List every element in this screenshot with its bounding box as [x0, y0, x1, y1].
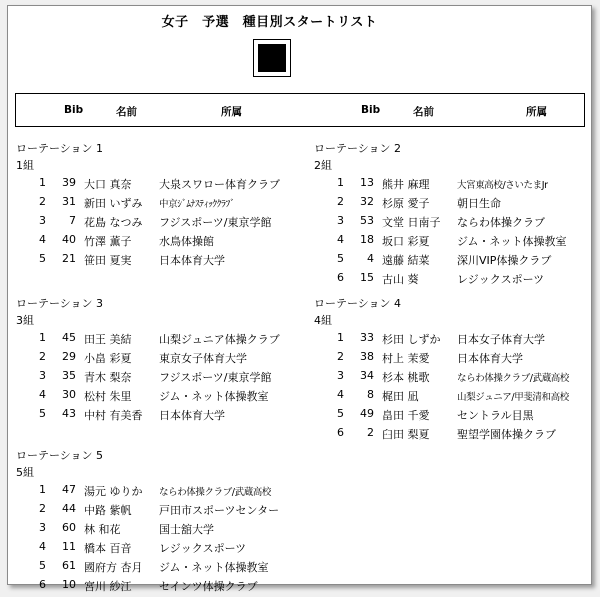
start-order: 1 — [39, 483, 46, 496]
start-order: 5 — [39, 407, 46, 420]
club-name: ならわ体操クラブ — [457, 216, 545, 229]
athlete-name: 青木 梨奈 — [84, 371, 132, 384]
header-bib-right: Bib — [361, 104, 381, 116]
club-name: ジム・ネット体操教室 — [159, 390, 269, 403]
bib-number: 45 — [62, 331, 76, 344]
start-order: 4 — [39, 388, 46, 401]
bib-number: 47 — [62, 483, 76, 496]
start-order: 1 — [39, 176, 46, 189]
bib-number: 7 — [69, 214, 76, 227]
bib-number: 11 — [62, 540, 76, 553]
athlete-name: 大口 真奈 — [84, 178, 132, 191]
group-label: 2組 — [314, 159, 332, 172]
start-order: 5 — [337, 407, 344, 420]
athlete-name: 橋本 百音 — [84, 542, 132, 555]
start-order: 4 — [39, 540, 46, 553]
club-name: セントラル目黒 — [457, 409, 534, 422]
club-name: フジスポーツ/東京学館 — [159, 371, 272, 384]
header-name-left: 名前 — [116, 106, 137, 118]
start-order: 6 — [337, 271, 344, 284]
start-order: 4 — [337, 388, 344, 401]
athlete-name: 村上 茉愛 — [382, 352, 430, 365]
athlete-name: 遠藤 結菜 — [382, 254, 430, 267]
page-title: 女子 予選 種目別スタートリスト — [161, 15, 378, 30]
bib-number: 32 — [360, 195, 374, 208]
athlete-name: 中村 有美香 — [84, 409, 143, 422]
rotation-title: ローテーション 4 — [314, 297, 402, 310]
start-order: 1 — [337, 331, 344, 344]
bib-number: 40 — [62, 233, 76, 246]
athlete-name: 竹澤 薫子 — [84, 235, 132, 248]
athlete-name: 小畠 彩夏 — [84, 352, 132, 365]
club-name: セインツ体操クラブ — [159, 580, 258, 593]
group-label: 4組 — [314, 314, 332, 327]
club-name: ジム・ネット体操教室 — [159, 561, 269, 574]
start-order: 2 — [39, 502, 46, 515]
start-order: 3 — [39, 521, 46, 534]
club-name: ジム・ネット体操教室 — [457, 235, 567, 248]
start-order: 4 — [39, 233, 46, 246]
club-name: 山梨ジュニア/甲斐清和高校 — [457, 392, 569, 403]
start-order: 2 — [337, 350, 344, 363]
athlete-name: 熊井 麻理 — [382, 178, 430, 191]
athlete-name: 花島 なつみ — [84, 216, 143, 229]
club-name: 大宮東高校/さいたまJr — [457, 180, 548, 191]
start-order: 5 — [337, 252, 344, 265]
club-name: 東京女子体育大学 — [159, 352, 247, 365]
club-name: ならわ体操クラブ/武蔵高校 — [159, 487, 272, 498]
bib-number: 4 — [367, 252, 374, 265]
start-order: 2 — [39, 350, 46, 363]
bib-number: 10 — [62, 578, 76, 591]
bib-number: 43 — [62, 407, 76, 420]
club-name: 深川VIP体操クラブ — [457, 254, 552, 267]
bib-number: 2 — [367, 426, 374, 439]
bib-number: 38 — [360, 350, 374, 363]
start-order: 1 — [39, 331, 46, 344]
start-order: 2 — [39, 195, 46, 208]
athlete-name: 宮川 紗江 — [84, 580, 132, 593]
rotation-title: ローテーション 3 — [16, 297, 104, 310]
rotation-title: ローテーション 2 — [314, 142, 402, 155]
group-label: 3組 — [16, 314, 34, 327]
start-order: 1 — [337, 176, 344, 189]
start-order: 3 — [39, 369, 46, 382]
bib-number: 8 — [367, 388, 374, 401]
header-club-left: 所属 — [221, 106, 242, 118]
athlete-name: 林 和花 — [84, 523, 121, 536]
club-name: 日本体育大学 — [159, 409, 225, 422]
bib-number: 44 — [62, 502, 76, 515]
bib-number: 30 — [62, 388, 76, 401]
start-order: 4 — [337, 233, 344, 246]
bib-number: 35 — [62, 369, 76, 382]
bib-number: 15 — [360, 271, 374, 284]
bib-number: 39 — [62, 176, 76, 189]
club-name: 日本体育大学 — [457, 352, 523, 365]
bib-number: 34 — [360, 369, 374, 382]
start-order: 3 — [39, 214, 46, 227]
athlete-name: 杉本 桃歌 — [382, 371, 430, 384]
bib-number: 18 — [360, 233, 374, 246]
bib-number: 31 — [62, 195, 76, 208]
athlete-name: 松村 朱里 — [84, 390, 132, 403]
start-order: 6 — [39, 578, 46, 591]
rotation-title: ローテーション 1 — [16, 142, 104, 155]
qr-code-mark-icon — [253, 39, 291, 77]
athlete-name: 新田 いずみ — [84, 197, 143, 210]
club-name: 山梨ジュニア体操クラブ — [159, 333, 280, 346]
athlete-name: 文堂 日南子 — [382, 216, 441, 229]
group-label: 1組 — [16, 159, 34, 172]
club-name: フジスポーツ/東京学館 — [159, 216, 272, 229]
athlete-name: 臼田 梨夏 — [382, 428, 430, 441]
start-order: 5 — [39, 559, 46, 572]
start-order: 3 — [337, 369, 344, 382]
bib-number: 29 — [62, 350, 76, 363]
start-order: 5 — [39, 252, 46, 265]
athlete-name: 畠田 千愛 — [382, 409, 430, 422]
athlete-name: 古山 葵 — [382, 273, 419, 286]
athlete-name: 坂口 彩夏 — [382, 235, 430, 248]
start-order: 6 — [337, 426, 344, 439]
rotation-title: ローテーション 5 — [16, 449, 104, 462]
bib-number: 53 — [360, 214, 374, 227]
athlete-name: 杉田 しずか — [382, 333, 441, 346]
club-name: 国士舘大学 — [159, 523, 214, 536]
bib-number: 21 — [62, 252, 76, 265]
club-name: 朝日生命 — [457, 197, 501, 210]
athlete-name: 梶田 凪 — [382, 390, 419, 403]
header-name-right: 名前 — [413, 106, 434, 118]
club-name: レジックスポーツ — [457, 273, 545, 286]
club-name: 大泉スワロー体育クラブ — [159, 178, 280, 191]
club-name: レジックスポーツ — [159, 542, 247, 555]
bib-number: 61 — [62, 559, 76, 572]
header-bib-left: Bib — [64, 104, 84, 116]
club-name: 水鳥体操館 — [159, 235, 214, 248]
club-name: 中京ｼﾞﾑﾅｽﾃｨｯｸｸﾗﾌﾞ — [159, 199, 235, 210]
start-list-page — [7, 5, 592, 593]
club-name: 戸田市スポーツセンター — [159, 504, 280, 517]
bib-number: 33 — [360, 331, 374, 344]
club-name: ならわ体操クラブ/武蔵高校 — [457, 373, 570, 384]
athlete-name: 湯元 ゆりか — [84, 485, 143, 498]
header-club-right: 所属 — [526, 106, 547, 118]
athlete-name: 田王 美結 — [84, 333, 132, 346]
start-order: 3 — [337, 214, 344, 227]
athlete-name: 中路 紫帆 — [84, 504, 132, 517]
athlete-name: 杉原 愛子 — [382, 197, 430, 210]
start-order: 2 — [337, 195, 344, 208]
club-name: 日本女子体育大学 — [457, 333, 545, 346]
bib-number: 49 — [360, 407, 374, 420]
athlete-name: 國府方 杏月 — [84, 561, 143, 574]
column-header-bar — [15, 93, 585, 127]
bib-number: 13 — [360, 176, 374, 189]
club-name: 日本体育大学 — [159, 254, 225, 267]
group-label: 5組 — [16, 466, 34, 479]
bib-number: 60 — [62, 521, 76, 534]
athlete-name: 笹田 夏実 — [84, 254, 132, 267]
club-name: 聖望学園体操クラブ — [457, 428, 556, 441]
